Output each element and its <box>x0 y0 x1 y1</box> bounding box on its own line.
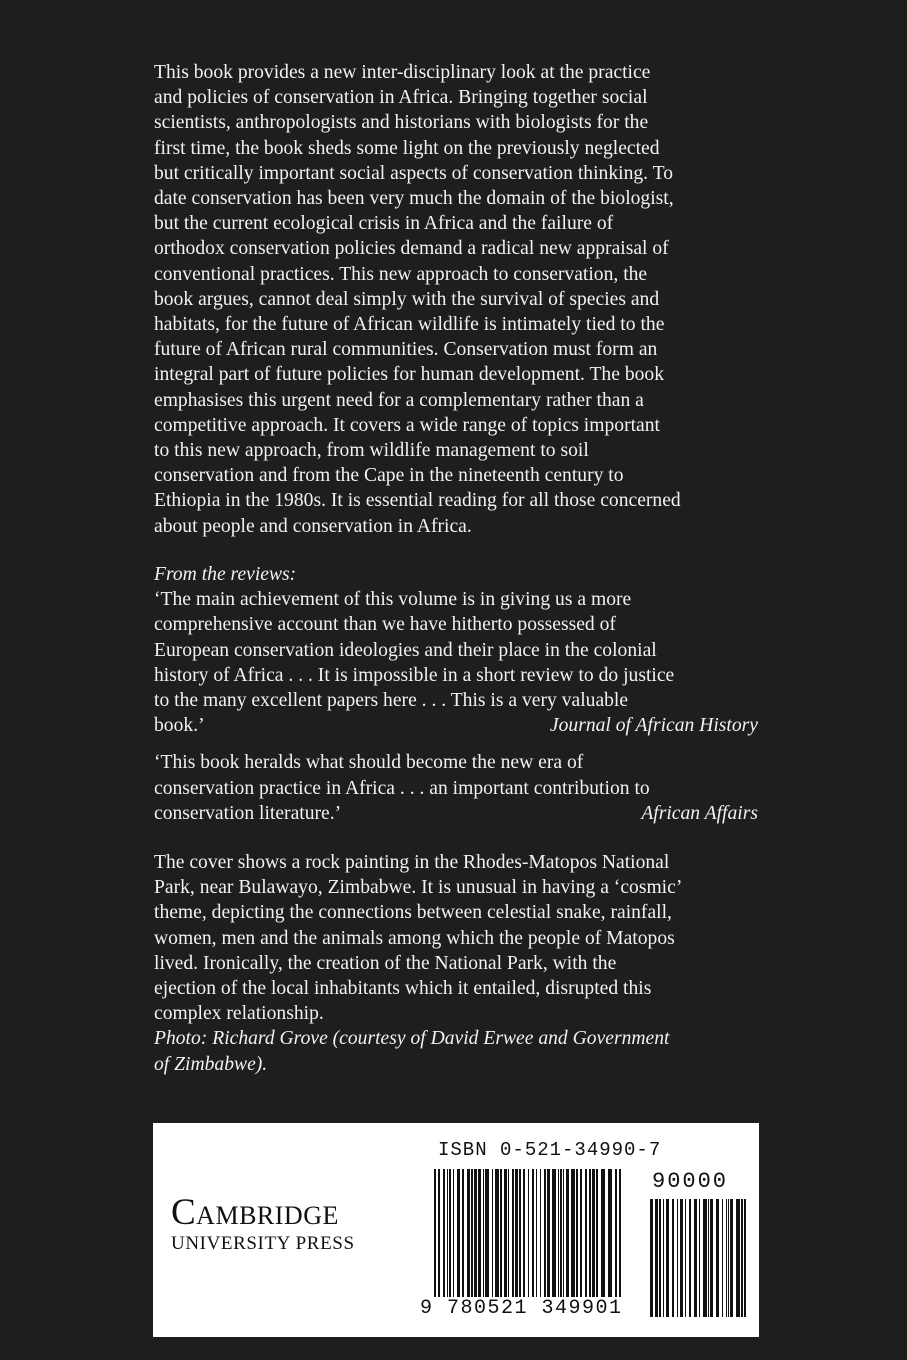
barcode-bar <box>434 1169 436 1309</box>
barcode-bar <box>619 1169 621 1309</box>
barcode-bar <box>560 1169 562 1297</box>
barcode-addon-digits: 90000 <box>652 1169 729 1194</box>
barcode-bar <box>736 1199 740 1317</box>
publisher-subtitle: UNIVERSITY PRESS <box>171 1233 355 1254</box>
barcode-bar <box>492 1169 493 1297</box>
cover-note <box>154 850 758 1077</box>
barcode-bar <box>589 1169 591 1297</box>
barcode-bar <box>467 1169 470 1297</box>
barcode-bar <box>708 1199 709 1317</box>
barcode-bar <box>728 1199 729 1317</box>
blurb-line: to this new approach, from wildlife management to soil <box>154 440 589 462</box>
barcode-bar <box>515 1169 518 1297</box>
barcode-bar <box>532 1169 534 1297</box>
barcode-bar <box>457 1169 460 1297</box>
barcode-bar <box>495 1169 499 1297</box>
review-journal-african-history <box>154 587 758 738</box>
barcode-bar <box>601 1169 605 1297</box>
barcode-bar <box>566 1169 569 1297</box>
barcode-bar <box>512 1169 514 1297</box>
review-source-line <box>154 713 758 738</box>
barcode-bar <box>544 1169 546 1297</box>
publisher-name: Cambridge <box>171 1192 339 1233</box>
blurb-line: but the current ecological crisis in Africa and the failure of <box>154 213 614 235</box>
cover-note-line: complex relationship. <box>154 1003 324 1025</box>
barcode-bar <box>592 1169 595 1297</box>
review-source: Journal of African History <box>549 715 758 737</box>
barcode-bar <box>685 1199 686 1317</box>
review-line: to the many excellent papers here . . . This is a very valuable <box>154 690 629 712</box>
barcode-bar <box>558 1169 559 1297</box>
barcode-bar <box>699 1199 700 1317</box>
blurb-line: conventional practices. This new approach to conservation, the <box>154 263 648 285</box>
barcode-bar <box>536 1169 537 1297</box>
review-line: ‘This book heralds what should become the new era of <box>154 752 584 774</box>
barcode-bar <box>523 1169 525 1309</box>
barcode-bar <box>608 1169 612 1297</box>
barcode-bar <box>504 1169 507 1297</box>
barcode-bar <box>694 1199 697 1317</box>
blurb-line: Ethiopia in the 1980s. It is essential reading for all those concerned <box>154 490 681 512</box>
review-line: conservation practice in Africa . . . an important contribution to <box>154 777 650 799</box>
publisher-logo <box>171 1193 411 1255</box>
barcode-bar <box>730 1199 733 1317</box>
barcode-bar <box>519 1169 521 1309</box>
blurb-line: orthodox conservation policies demand a radical new appraisal of <box>154 238 669 260</box>
cover-note-line: lived. Ironically, the creation of the National Park, with the <box>154 952 617 974</box>
blurb-line: but critically important social aspects of conservation thinking. To <box>154 162 674 184</box>
cover-note-line: The cover shows a rock painting in the Rhodes-Matopos National <box>154 852 670 873</box>
blurb-line: integral part of future policies for human development. The book <box>154 364 665 386</box>
barcode-bar <box>716 1199 719 1317</box>
barcode-bar <box>449 1169 451 1297</box>
barcode-bar <box>508 1169 509 1297</box>
barcode-bar <box>580 1169 582 1297</box>
blurb-line: habitats, for the future of African wildlife is intimately tied to the <box>154 314 665 336</box>
blurb-line: and policies of conservation in Africa. Bringing together social <box>154 87 648 109</box>
barcode-bar <box>471 1169 473 1297</box>
barcode-bar <box>528 1169 529 1297</box>
barcode-bar <box>650 1199 653 1317</box>
barcode-bar <box>443 1169 445 1297</box>
blurb-line: competitive approach. It covers a wide range of topics important <box>154 414 660 436</box>
blurb-line: scientists, anthropologists and historians with biologists for the <box>154 112 649 134</box>
cover-note-line: women, men and the animals among which the people of Matopos <box>154 927 675 949</box>
barcode-bar <box>722 1199 723 1317</box>
review-line: history of Africa . . . It is impossible in a short review to do justice <box>154 664 675 686</box>
cover-note-line: ejection of the local inhabitants which it entailed, disrupted this <box>154 978 652 1000</box>
barcode-bar <box>576 1169 578 1297</box>
barcode-bar <box>438 1169 440 1309</box>
blurb-line: emphasises this urgent need for a complementary rather than a <box>154 389 644 411</box>
barcode-bar <box>744 1199 746 1317</box>
review-line: ‘The main achievement of this volume is in giving us a more <box>154 589 632 611</box>
barcode-bar <box>663 1199 664 1317</box>
blurb-line: conservation and from the Cape in the nineteenth century to <box>154 465 624 487</box>
barcode-bar <box>552 1169 556 1297</box>
barcode-bar <box>453 1169 454 1297</box>
barcode-bar <box>563 1169 564 1297</box>
barcode-bar <box>547 1169 550 1297</box>
barcode-bar <box>741 1199 743 1317</box>
review-line: comprehensive account than we have hitherto possessed of <box>154 614 616 636</box>
barcode-bar <box>655 1199 658 1317</box>
review-line: European conservation ideologies and their place in the colonial <box>154 639 657 661</box>
barcode-bar <box>615 1169 617 1309</box>
barcode-bar <box>571 1169 575 1297</box>
blurb-line: about people and conservation in Africa. <box>154 515 472 537</box>
barcode-bar <box>585 1169 587 1297</box>
barcode-bar <box>596 1169 598 1297</box>
barcode-bar <box>485 1169 489 1297</box>
barcode-bar <box>672 1199 674 1317</box>
barcode-bar <box>462 1169 464 1297</box>
barcode <box>420 1169 750 1329</box>
blurb <box>154 60 758 539</box>
barcode-bar <box>474 1169 477 1297</box>
blurb-line: date conservation has been very much the domain of the biologist, <box>154 188 674 210</box>
review-source-line <box>154 801 758 826</box>
blurb-line: first time, the book sheds some light on the previously neglected <box>154 137 660 159</box>
barcode-bar <box>680 1199 683 1317</box>
barcode-bar <box>483 1169 484 1297</box>
review-source: African Affairs <box>641 802 758 824</box>
barcode-bar <box>677 1199 678 1317</box>
isbn-label: ISBN 0-521-34990-7 <box>438 1139 662 1161</box>
blurb-line: This book provides a new inter-disciplinary look at the practice <box>154 62 651 83</box>
barcode-ean-digits: 9 780521 349901 <box>420 1297 623 1320</box>
review-african-affairs <box>154 750 758 826</box>
barcode-bar <box>478 1169 481 1297</box>
barcode-bar <box>689 1199 691 1317</box>
barcode-bar <box>500 1169 502 1297</box>
barcode-bar <box>703 1199 707 1317</box>
publisher-panel <box>153 1123 759 1337</box>
barcode-bar <box>666 1199 669 1317</box>
photo-credit-line: of Zimbabwe). <box>154 1053 268 1075</box>
barcode-bar <box>710 1199 713 1317</box>
review-line: conservation literature.’ <box>154 802 342 824</box>
cover-note-line: Park, near Bulawayo, Zimbabwe. It is unusual in having a ‘cosmic’ <box>154 877 683 899</box>
barcode-bar <box>726 1199 727 1317</box>
reviews-section <box>154 562 758 838</box>
reviews-heading: From the reviews: <box>154 564 297 585</box>
review-line: book.’ <box>154 715 205 737</box>
barcode-bar <box>447 1169 448 1297</box>
cover-note-line: theme, depicting the connections between celestial snake, rainfall, <box>154 902 672 924</box>
blurb-line: future of African rural communities. Conservation must form an <box>154 339 658 361</box>
blurb-line: book argues, cannot deal simply with the survival of species and <box>154 288 660 310</box>
barcode-bar <box>540 1169 541 1297</box>
barcode-bar <box>659 1199 661 1317</box>
photo-credit-line: Photo: Richard Grove (courtesy of David Erwee and Government <box>154 1028 670 1050</box>
